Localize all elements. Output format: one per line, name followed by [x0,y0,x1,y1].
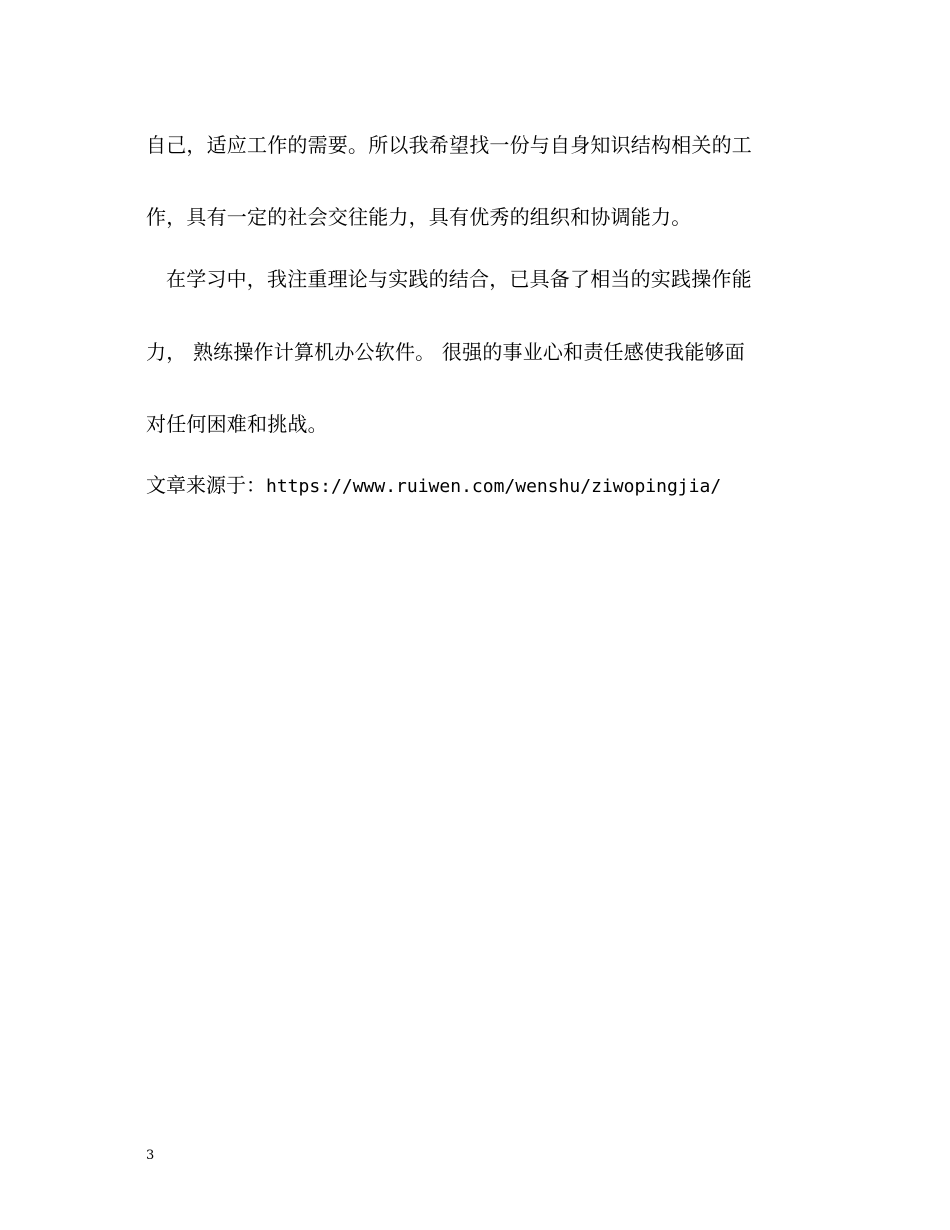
paragraph-line: 对任何困难和挑战。 [146,412,328,436]
page-number: 3 [146,1148,155,1163]
source-label: 文章来源于： [146,473,266,497]
source-url: https://www.ruiwen.com/wenshu/ziwopingjia/ [266,476,722,497]
paragraph-line: 在学习中，我注重理论与实践的结合，已具备了相当的实践操作能 [166,267,752,291]
source-line [146,471,721,501]
paragraph-line: 力， 熟练操作计算机办公软件。 很强的事业心和责任感使我能够面 [146,340,745,364]
paragraph-line: 自己，适应工作的需要。所以我希望找一份与自身知识结构相关的工 [146,133,752,157]
paragraph-line: 作，具有一定的社会交往能力，具有优秀的组织和协调能力。 [146,205,692,229]
